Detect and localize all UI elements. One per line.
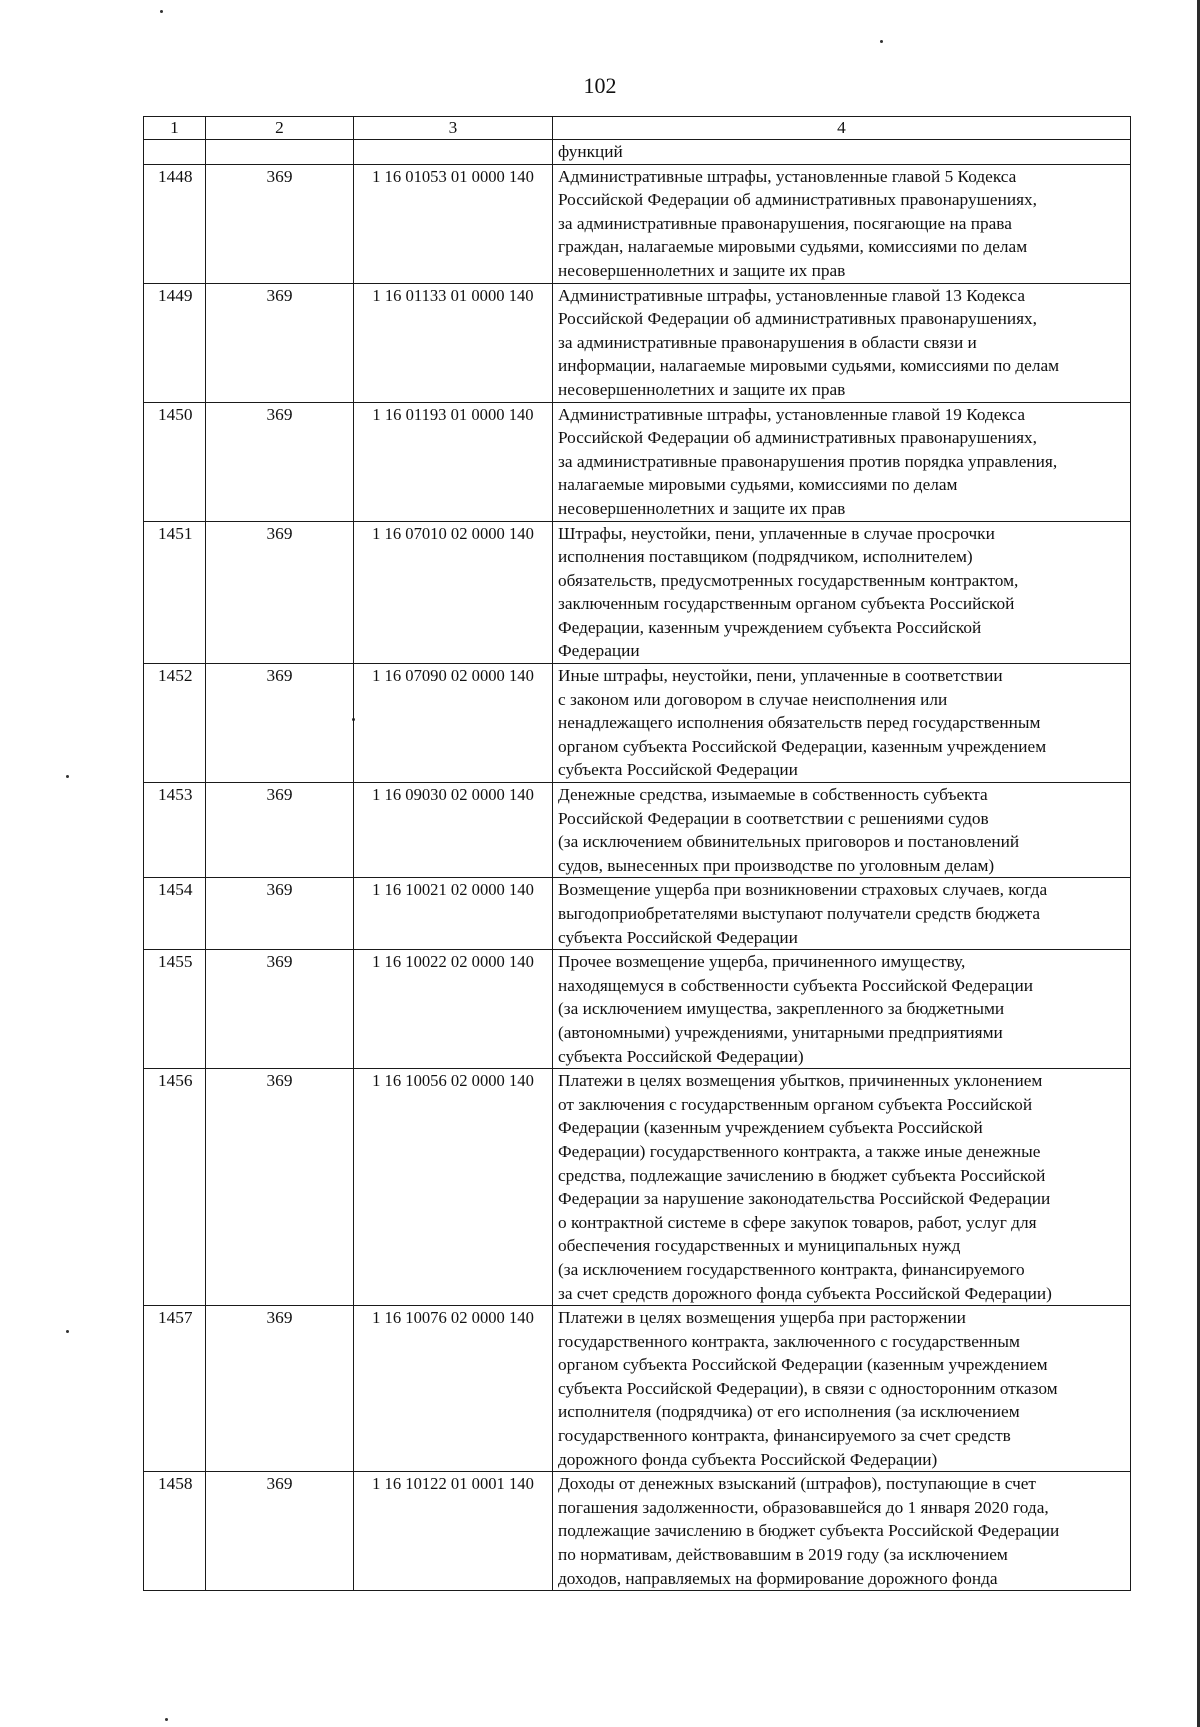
budget-classification-code: 1 16 10022 02 0000 140 [354, 950, 553, 1069]
description-line: органом субъекта Российской Федерации (казенным учреждением [558, 1355, 1048, 1375]
administrator-code: 369 [206, 664, 354, 783]
table-body [144, 140, 1131, 1591]
continuation-text [553, 140, 1131, 165]
description-line: Российской Федерации об административных правонарушениях, [558, 428, 1037, 448]
row-number: 1449 [144, 283, 206, 402]
budget-classification-code: 1 16 01053 01 0000 140 [354, 164, 553, 283]
budget-classification-code: 1 16 07090 02 0000 140 [354, 664, 553, 783]
continuation-cell-2 [206, 140, 354, 165]
column-header-2: 2 [206, 117, 354, 140]
row-number: 1452 [144, 664, 206, 783]
description-line: Денежные средства, изымаемые в собственность субъекта [558, 785, 988, 805]
description-line: за административные правонарушения в области связи и [558, 332, 977, 352]
income-description [553, 664, 1131, 783]
description-line: субъекта Российской Федерации), в связи с односторонним отказом [558, 1378, 1058, 1398]
description-line: средства, подлежащие зачислению в бюджет субъекта Российской [558, 1165, 1046, 1185]
continuation-cell-3 [354, 140, 553, 165]
header-row [144, 117, 1131, 140]
table-row [144, 1306, 1131, 1472]
budget-classification-code: 1 16 10122 01 0001 140 [354, 1472, 553, 1591]
administrator-code: 369 [206, 521, 354, 664]
description-line: погашения задолженности, образовавшейся до 1 января 2020 года, [558, 1497, 1049, 1517]
scan-speck [165, 1718, 168, 1721]
table-row [144, 783, 1131, 878]
description-line: функций [558, 142, 623, 161]
description-line: органом субъекта Российской Федерации, казенным учреждением [558, 736, 1047, 756]
description-line: исполнения поставщиком (подрядчиком, исполнителем) [558, 547, 973, 567]
description-line: за административные правонарушения, посягающие на права [558, 213, 1012, 233]
income-description [553, 521, 1131, 664]
description-line: Федерации (казенным учреждением субъекта Российской [558, 1118, 983, 1138]
description-line: несовершеннолетних и защите их прав [558, 379, 846, 399]
continuation-cell-1 [144, 140, 206, 165]
administrator-code: 369 [206, 783, 354, 878]
income-description [553, 283, 1131, 402]
description-line: дорожного фонда субъекта Российской Федерации) [558, 1449, 938, 1469]
description-line: исполнителя (подрядчика) от его исполнения (за исключением [558, 1402, 1020, 1422]
page-number: 102 [583, 73, 617, 98]
row-number: 1451 [144, 521, 206, 664]
description-line: несовершеннолетних и защите их прав [558, 498, 846, 518]
administrator-code: 369 [206, 164, 354, 283]
description-line: находящемуся в собственности субъекта Российской Федерации [558, 975, 1034, 995]
income-description [553, 1472, 1131, 1591]
description-line: судов, вынесенных при производстве по уголовным делам) [558, 855, 995, 875]
description-line: Федерации за нарушение законодательства Российской Федерации [558, 1189, 1051, 1209]
income-description [553, 164, 1131, 283]
table-row [144, 283, 1131, 402]
budget-classification-code: 1 16 10056 02 0000 140 [354, 1069, 553, 1306]
table-row [144, 521, 1131, 664]
administrator-code: 369 [206, 1306, 354, 1472]
administrator-code: 369 [206, 878, 354, 950]
income-description [553, 1306, 1131, 1472]
description-line: несовершеннолетних и защите их прав [558, 260, 846, 280]
description-line: Административные штрафы, установленные главой 13 Кодекса [558, 285, 1025, 305]
administrator-code: 369 [206, 283, 354, 402]
row-number: 1458 [144, 1472, 206, 1591]
description-line: Федерации, казенным учреждением субъекта Российской [558, 617, 982, 637]
description-line: от заключения с государственным органом субъекта Российской [558, 1094, 1033, 1114]
income-description [553, 950, 1131, 1069]
description-line: (автономными) учреждениями, унитарными предприятиями [558, 1022, 1003, 1042]
administrator-code: 369 [206, 1069, 354, 1306]
row-number: 1457 [144, 1306, 206, 1472]
description-line: Федерации [558, 641, 640, 661]
table-row [144, 664, 1131, 783]
table-row [144, 1472, 1131, 1591]
budget-classification-code: 1 16 01193 01 0000 140 [354, 402, 553, 521]
table-row [144, 402, 1131, 521]
scan-speck [880, 40, 883, 43]
description-line: доходов, направляемых на формирование дорожного фонда [558, 1568, 998, 1588]
revenue-codes-table [143, 116, 1131, 1591]
description-line: субъекта Российской Федерации [558, 927, 798, 947]
budget-classification-code: 1 16 10021 02 0000 140 [354, 878, 553, 950]
description-line: Штрафы, неустойки, пени, уплаченные в случае просрочки [558, 523, 995, 543]
description-line: обязательств, предусмотренных государственным контрактом, [558, 570, 1019, 590]
description-line: обеспечения государственных и муниципальных нужд [558, 1236, 961, 1256]
description-line: Платежи в целях возмещения убытков, причиненных уклонением [558, 1071, 1043, 1091]
description-line: субъекта Российской Федерации [558, 760, 798, 780]
description-line: (за исключением имущества, закрепленного за бюджетными [558, 999, 1005, 1019]
description-line: государственного контракта, финансируемого за счет средств [558, 1426, 1011, 1446]
column-header-3: 3 [354, 117, 553, 140]
description-line: о контрактной системе в сфере закупок товаров, работ, услуг для [558, 1212, 1037, 1232]
budget-classification-code: 1 16 10076 02 0000 140 [354, 1306, 553, 1472]
administrator-code: 369 [206, 402, 354, 521]
row-number: 1448 [144, 164, 206, 283]
description-line: по нормативам, действовавшим в 2019 году (за исключением [558, 1545, 1008, 1565]
column-header-1: 1 [144, 117, 206, 140]
description-line: граждан, налагаемые мировыми судьями, комиссиями по делам [558, 237, 1028, 257]
description-line: Возмещение ущерба при возникновении страховых случаев, когда [558, 880, 1048, 900]
row-number: 1453 [144, 783, 206, 878]
description-line: Прочее возмещение ущерба, причиненного имуществу, [558, 952, 966, 972]
row-number: 1455 [144, 950, 206, 1069]
table-row [144, 878, 1131, 950]
income-description [553, 402, 1131, 521]
column-header-4: 4 [553, 117, 1131, 140]
description-line: субъекта Российской Федерации) [558, 1046, 804, 1066]
row-number: 1454 [144, 878, 206, 950]
description-line: информации, налагаемые мировыми судьями, комиссиями по делам [558, 356, 1060, 376]
description-line: Федерации) государственного контракта, а также иные денежные [558, 1141, 1041, 1161]
description-line: с законом или договором в случае неисполнения или [558, 689, 948, 709]
administrator-code: 369 [206, 1472, 354, 1591]
income-description [553, 878, 1131, 950]
description-line: Административные штрафы, установленные главой 5 Кодекса [558, 166, 1017, 186]
description-line: государственного контракта, заключенного с государственным [558, 1331, 1020, 1351]
description-line: заключенным государственным органом субъекта Российской [558, 594, 1015, 614]
continuation-row [144, 140, 1131, 165]
row-number: 1450 [144, 402, 206, 521]
description-line: Доходы от денежных взысканий (штрафов), поступающие в счет [558, 1474, 1036, 1494]
scan-speck [66, 775, 69, 778]
description-line: налагаемые мировыми судьями, комиссиями по делам [558, 475, 958, 495]
description-line: за административные правонарушения против порядка управления, [558, 451, 1058, 471]
description-line: Иные штрафы, неустойки, пени, уплаченные в соответствии [558, 666, 1003, 686]
budget-classification-code: 1 16 07010 02 0000 140 [354, 521, 553, 664]
description-line: подлежащие зачислению в бюджет субъекта Российской Федерации [558, 1521, 1060, 1541]
budget-classification-code: 1 16 01133 01 0000 140 [354, 283, 553, 402]
table-row [144, 164, 1131, 283]
description-line: (за исключением обвинительных приговоров и постановлений [558, 832, 1020, 852]
description-line: Административные штрафы, установленные главой 19 Кодекса [558, 404, 1025, 424]
administrator-code: 369 [206, 950, 354, 1069]
table-row [144, 1069, 1131, 1306]
description-line: Российской Федерации в соответствии с решениями судов [558, 808, 989, 828]
budget-classification-code: 1 16 09030 02 0000 140 [354, 783, 553, 878]
description-line: ненадлежащего исполнения обязательств перед государственным [558, 713, 1041, 733]
description-line: выгодоприобретателями выступают получатели средств бюджета [558, 904, 1040, 923]
income-description [553, 1069, 1131, 1306]
description-line: Российской Федерации об административных правонарушениях, [558, 190, 1037, 210]
description-line: Российской Федерации об административных правонарушениях, [558, 309, 1037, 329]
scan-speck [66, 1330, 69, 1333]
description-line: (за исключением государственного контракта, финансируемого [558, 1259, 1025, 1279]
description-line: Платежи в целях возмещения ущерба при расторжении [558, 1308, 966, 1328]
scan-speck [160, 10, 163, 13]
description-line: за счет средств дорожного фонда субъекта Российской Федерации) [558, 1283, 1052, 1303]
table-row [144, 950, 1131, 1069]
row-number: 1456 [144, 1069, 206, 1306]
income-description [553, 783, 1131, 878]
